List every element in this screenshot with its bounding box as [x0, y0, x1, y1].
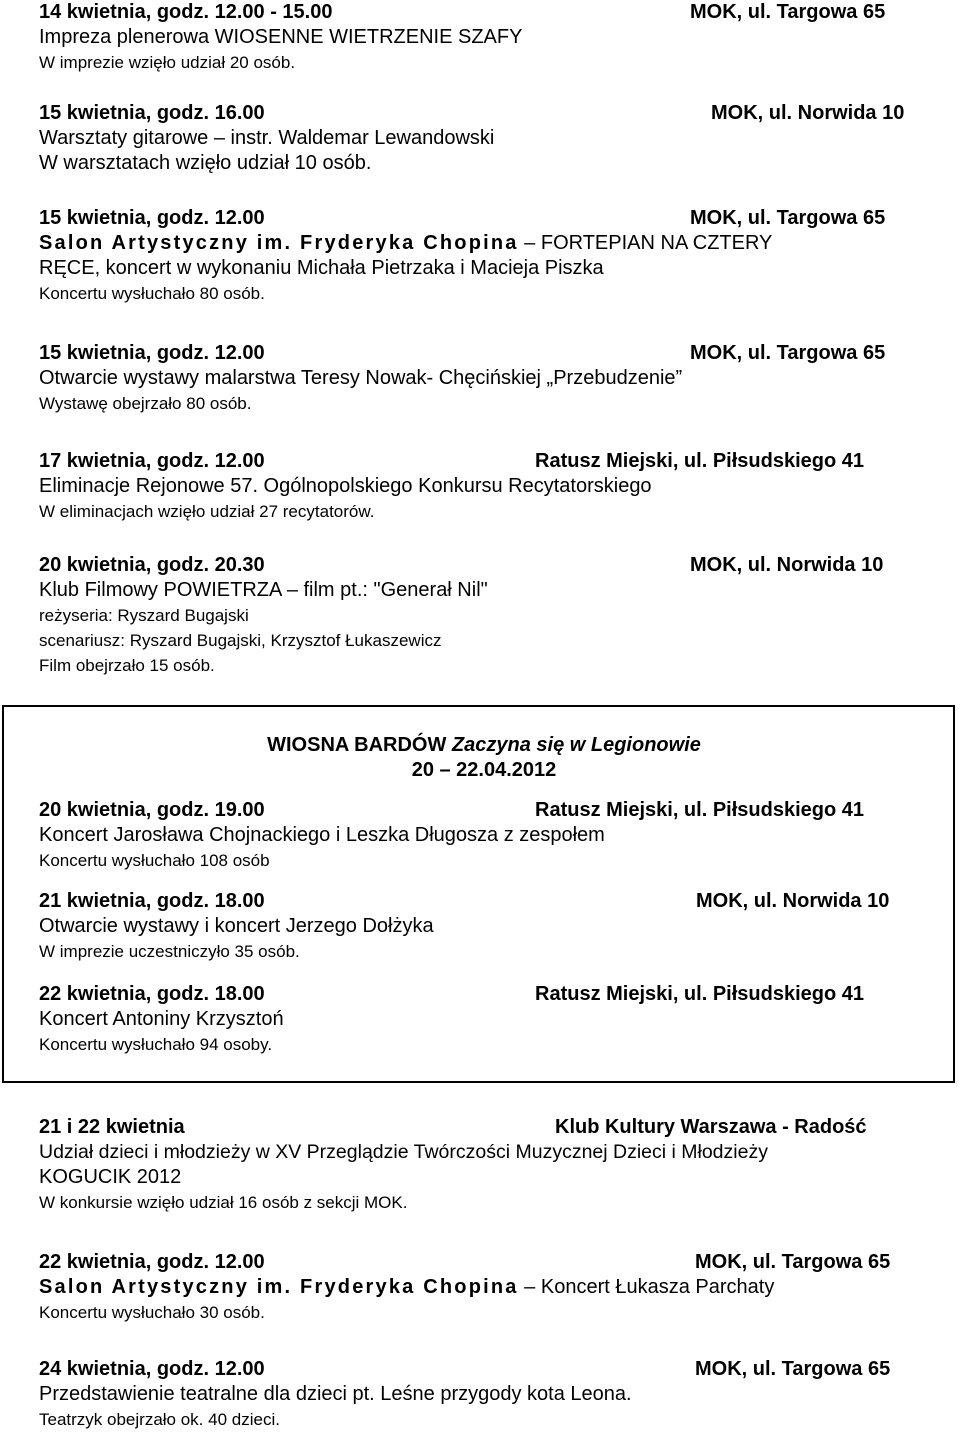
event-location: MOK, ul. Targowa 65 — [695, 1251, 891, 1273]
event-location: MOK, ul. Targowa 65 — [690, 207, 886, 229]
event-title: Przedstawienie teatralne dla dzieci pt. Leśne przygody kota Leona. — [39, 1383, 632, 1405]
event-date-line — [39, 449, 929, 474]
event-note: W warsztatach wzięło udział 10 osób. — [39, 152, 372, 174]
event-note: W imprezie uczestniczyło 35 osób. — [39, 942, 300, 961]
event-title — [39, 1275, 929, 1300]
event-location: MOK, ul. Norwida 10 — [696, 890, 890, 912]
event-title: Klub Filmowy POWIETRZA – film pt.: "Generał Nil" — [39, 579, 488, 601]
event-date: 21 kwietnia, godz. 18.00 — [39, 890, 265, 912]
event-date-line — [39, 1250, 929, 1275]
event-note: Teatrzyk obejrzało ok. 40 dzieci. — [39, 1410, 280, 1429]
event-date: 20 kwietnia, godz. 20.30 — [39, 554, 265, 576]
event-title-continued: RĘCE, koncert w wykonaniu Michała Pietrzaka i Macieja Piszka — [39, 257, 604, 279]
event-date-line — [39, 1357, 929, 1382]
event-date: 24 kwietnia, godz. 12.00 — [39, 1358, 265, 1380]
event-date-line — [39, 101, 929, 126]
event-title-rest: – Koncert Łukasza Parchaty — [518, 1276, 775, 1298]
event-entry — [39, 1115, 929, 1215]
event-location: MOK, ul. Norwida 10 — [690, 554, 884, 576]
event-note: W konkursie wzięło udział 16 osób z sekcji MOK. — [39, 1193, 408, 1212]
event-date: 22 kwietnia, godz. 18.00 — [39, 983, 265, 1005]
event-location: Ratusz Miejski, ul. Piłsudskiego 41 — [535, 799, 864, 821]
salon-name: Salon Artystyczny im. Fryderyka Chopina — [39, 1276, 519, 1298]
event-title: Impreza plenerowa WIOSENNE WIETRZENIE SZAFY — [39, 26, 523, 48]
event-entry — [39, 101, 929, 176]
event-date-line — [39, 553, 929, 578]
event-title: Eliminacje Rejonowe 57. Ogólnopolskiego Konkursu Recytatorskiego — [39, 475, 652, 497]
event-date: 15 kwietnia, godz. 12.00 — [39, 207, 265, 229]
festival-slogan: Zaczyna się w Legionowie — [451, 734, 701, 756]
event-location: Ratusz Miejski, ul. Piłsudskiego 41 — [535, 983, 864, 1005]
event-title: Warsztaty gitarowe – instr. Waldemar Lewandowski — [39, 127, 495, 149]
event-entry — [39, 206, 929, 306]
salon-name: Salon Artystyczny im. Fryderyka Chopina — [39, 232, 519, 254]
event-entry — [39, 982, 929, 1057]
event-note: Koncertu wysłuchało 108 osób — [39, 851, 270, 870]
event-entry — [39, 1250, 929, 1325]
event-entry — [39, 341, 929, 416]
event-location: MOK, ul. Targowa 65 — [690, 1, 886, 23]
event-date: 17 kwietnia, godz. 12.00 — [39, 450, 265, 472]
event-date-line — [39, 889, 929, 914]
event-date-line — [39, 206, 929, 231]
event-entry — [39, 553, 929, 678]
event-date: 20 kwietnia, godz. 19.00 — [39, 799, 265, 821]
event-date: 21 i 22 kwietnia — [39, 1116, 185, 1138]
event-title-continued: KOGUCIK 2012 — [39, 1166, 182, 1188]
event-location: MOK, ul. Targowa 65 — [695, 1358, 891, 1380]
event-date: 14 kwietnia, godz. 12.00 - 15.00 — [39, 1, 333, 23]
event-title — [39, 231, 929, 256]
event-title: Koncert Jarosława Chojnackiego i Leszka Długosza z zespołem — [39, 824, 605, 846]
event-screenplay: scenariusz: Ryszard Bugajski, Krzysztof Łukaszewicz — [39, 631, 442, 650]
event-note: Koncertu wysłuchało 80 osób. — [39, 284, 265, 303]
event-title: Koncert Antoniny Krzysztoń — [39, 1008, 284, 1030]
event-date-line — [39, 798, 929, 823]
event-title: Otwarcie wystawy malarstwa Teresy Nowak- Chęcińskiej „Przebudzenie” — [39, 367, 683, 389]
event-title: Udział dzieci i młodzieży w XV Przeglądzie Twórczości Muzycznej Dzieci i Młodzieży — [39, 1141, 768, 1163]
event-date: 22 kwietnia, godz. 12.00 — [39, 1251, 265, 1273]
event-entry — [39, 1357, 929, 1432]
festival-dates: 20 – 22.04.2012 — [411, 759, 557, 781]
festival-name: WIOSNA BARDÓW — [267, 734, 447, 756]
event-entry — [39, 798, 929, 873]
event-date-line — [39, 0, 929, 25]
event-location: MOK, ul. Targowa 65 — [690, 342, 886, 364]
event-note: Koncertu wysłuchało 30 osób. — [39, 1303, 265, 1322]
event-date-line — [39, 341, 929, 366]
event-note: Wystawę obejrzało 80 osób. — [39, 394, 252, 413]
event-entry — [39, 889, 929, 964]
event-location: MOK, ul. Norwida 10 — [711, 102, 905, 124]
event-date: 15 kwietnia, godz. 12.00 — [39, 342, 265, 364]
event-director: reżyseria: Ryszard Bugajski — [39, 606, 249, 625]
event-date-line — [39, 982, 929, 1007]
event-date: 15 kwietnia, godz. 16.00 — [39, 102, 265, 124]
event-title: Otwarcie wystawy i koncert Jerzego Dołżyka — [39, 915, 434, 937]
festival-header — [39, 733, 929, 783]
festival-heading — [39, 733, 929, 758]
event-entry — [39, 0, 929, 75]
event-note: Film obejrzało 15 osób. — [39, 656, 215, 675]
event-note: W eliminacjach wzięło udział 27 recytatorów. — [39, 502, 375, 521]
event-note: Koncertu wysłuchało 94 osoby. — [39, 1035, 273, 1054]
event-location: Ratusz Miejski, ul. Piłsudskiego 41 — [535, 450, 864, 472]
event-title-rest: – FORTEPIAN NA CZTERY — [518, 232, 773, 254]
event-location: Klub Kultury Warszawa - Radość — [555, 1116, 867, 1138]
event-note: W imprezie wzięło udział 20 osób. — [39, 53, 296, 72]
event-date-line — [39, 1115, 929, 1140]
event-entry — [39, 449, 929, 524]
